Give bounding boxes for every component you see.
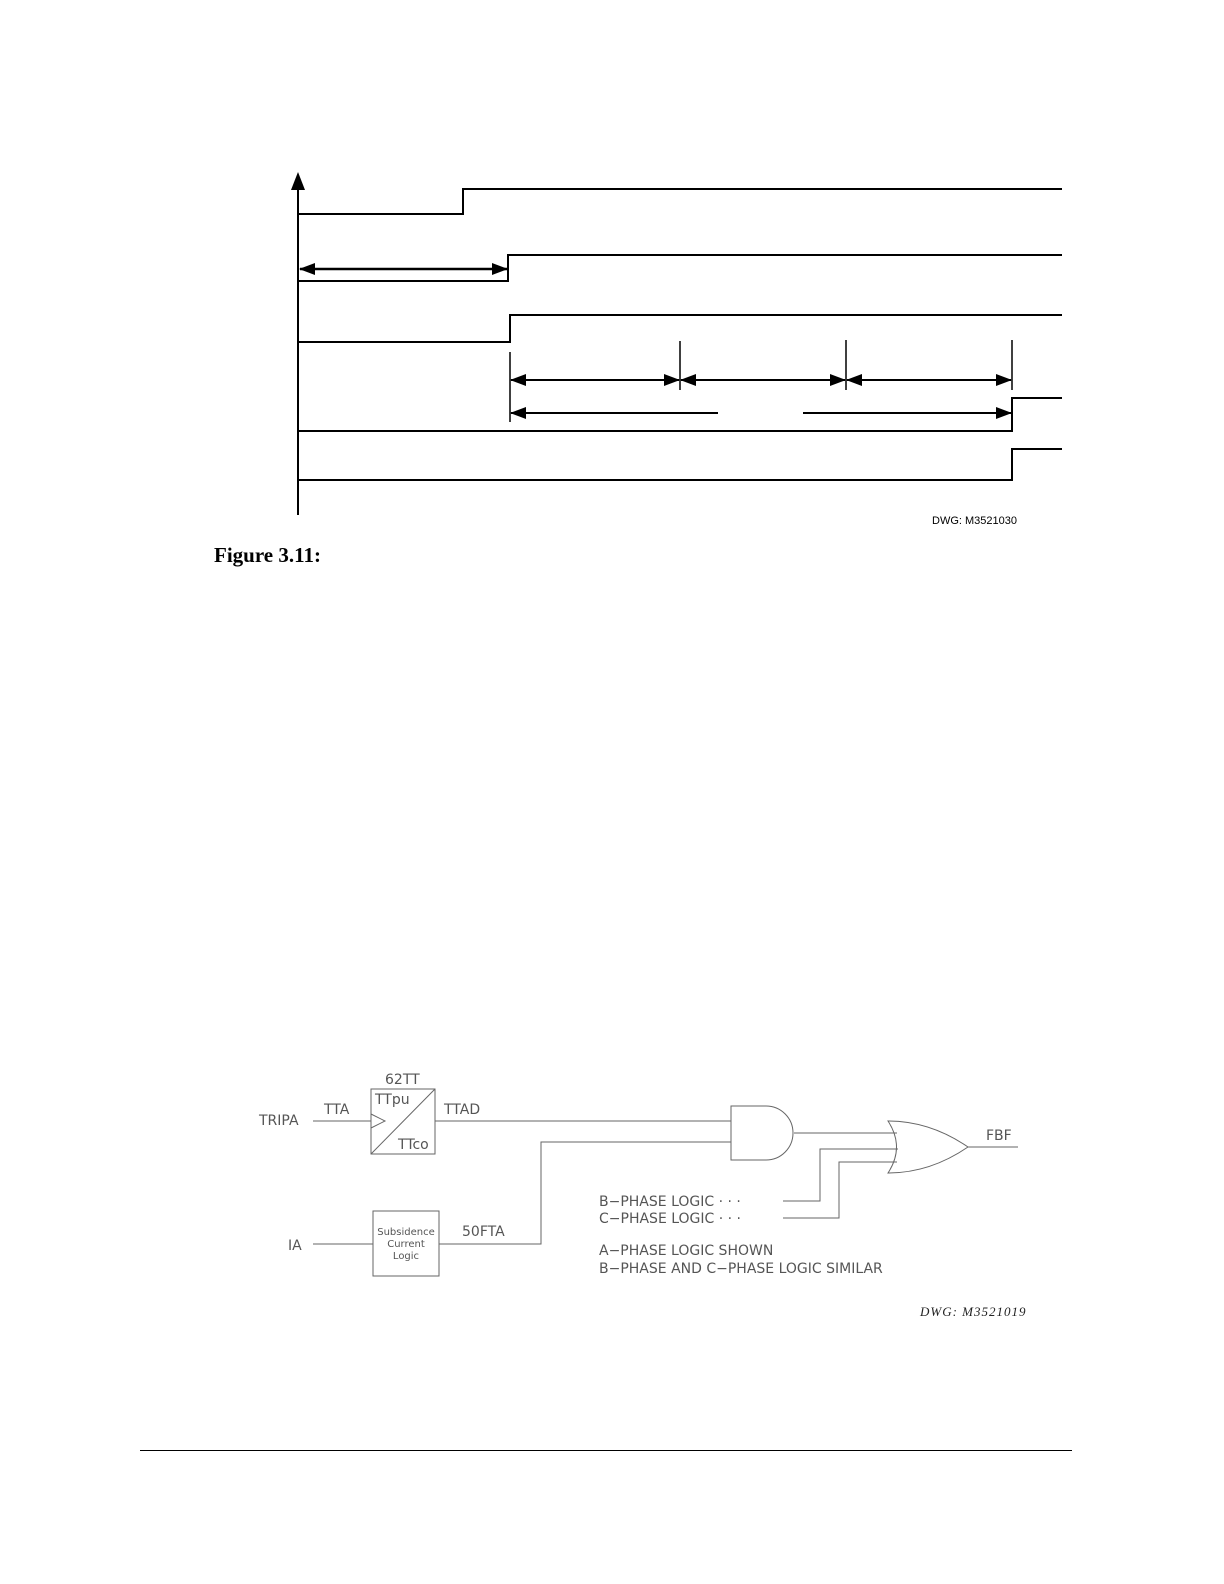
or-gate bbox=[888, 1121, 968, 1173]
tta-label: TTA bbox=[324, 1102, 350, 1118]
time-axis-arrowhead bbox=[291, 172, 305, 190]
trace-3 bbox=[298, 315, 1062, 342]
trace-4 bbox=[298, 398, 1062, 431]
logic-dwg-label: DWG: M3521019 bbox=[920, 1304, 1027, 1319]
fbf-label: FBF bbox=[986, 1128, 1012, 1144]
timing-dwg-label: DWG: M3521030 bbox=[932, 515, 1017, 527]
subsidence-line-1: Subsidence bbox=[377, 1227, 435, 1238]
ia-label: IA bbox=[288, 1238, 302, 1254]
figure-caption: Figure 3.11: bbox=[214, 543, 321, 567]
c-phase-label: C−PHASE LOGIC · · · bbox=[599, 1211, 742, 1227]
fta-label: 50FTA bbox=[462, 1224, 505, 1240]
footer-rule bbox=[140, 1450, 1072, 1451]
note-line-1: A−PHASE LOGIC SHOWN bbox=[599, 1243, 774, 1259]
timer-input-chevron bbox=[371, 1114, 385, 1128]
block-62tt-dropout: TTco bbox=[398, 1137, 429, 1153]
note-line-2: B−PHASE AND C−PHASE LOGIC SIMILAR bbox=[599, 1261, 883, 1277]
b-phase-label: B−PHASE LOGIC · · · bbox=[599, 1194, 741, 1210]
b-phase-wire bbox=[783, 1149, 898, 1201]
c-phase-wire bbox=[783, 1162, 897, 1218]
and-gate bbox=[731, 1106, 793, 1160]
trace-5 bbox=[298, 449, 1062, 480]
block-62tt-pickup: TTpu bbox=[375, 1092, 410, 1108]
block-62tt-title: 62TT bbox=[385, 1072, 420, 1088]
subsidence-line-2: Current bbox=[387, 1239, 425, 1250]
tripa-label: TRIPA bbox=[259, 1113, 299, 1129]
trace-1 bbox=[298, 189, 1062, 214]
ttad-label: TTAD bbox=[444, 1102, 481, 1118]
subsidence-line-3: Logic bbox=[392, 1251, 420, 1262]
